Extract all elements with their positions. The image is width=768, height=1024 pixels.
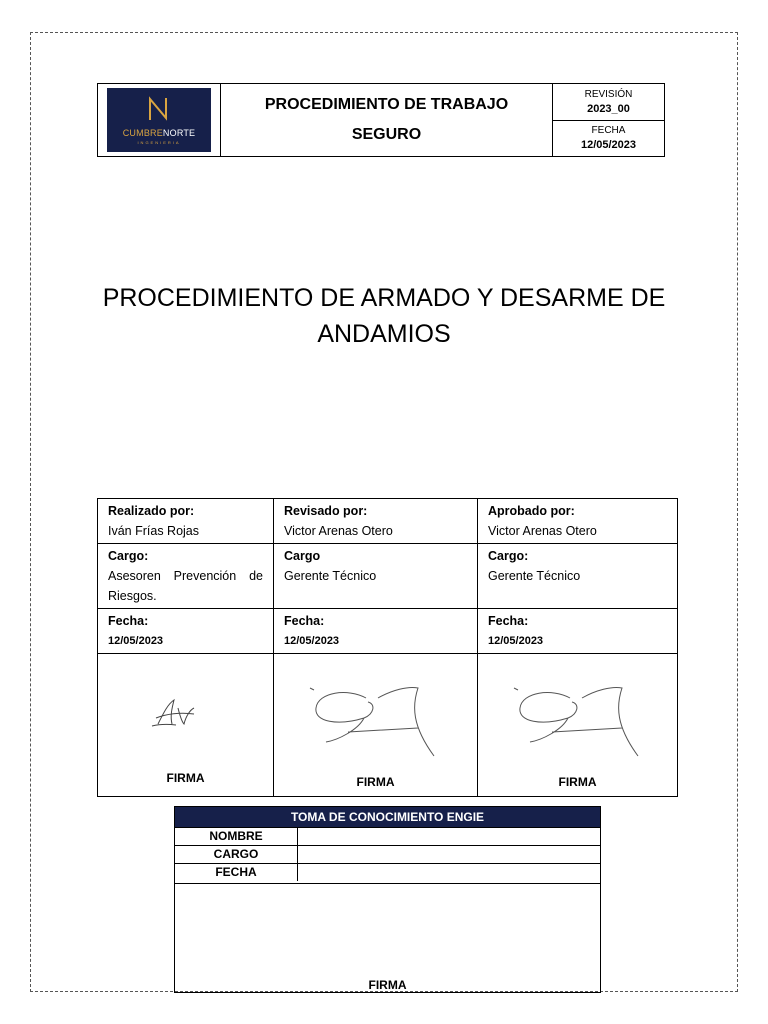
role-label: Realizado por: — [108, 504, 195, 518]
logo-brand: CUMBRENORTE — [122, 128, 196, 138]
person-name: Victor Arenas Otero — [488, 524, 597, 538]
signature-label: FIRMA — [368, 978, 407, 992]
document-title-line1: PROCEDIMIENTO DE ARMADO Y DESARME DE — [102, 284, 666, 312]
cargo-cell — [98, 544, 274, 609]
cargo-value-line2: Riesgos. — [108, 589, 157, 603]
table-row — [175, 863, 600, 881]
cargo-value-line1: Asesoren Prevención de — [108, 569, 263, 583]
cargo-field[interactable] — [298, 846, 600, 863]
date-label: Fecha: — [488, 614, 529, 628]
signature-image — [308, 682, 438, 764]
document-title — [40, 280, 728, 352]
signature-cell — [478, 654, 678, 797]
date-cell — [274, 609, 478, 654]
nombre-field[interactable] — [298, 828, 600, 845]
date-label: Fecha: — [108, 614, 149, 628]
cargo-cell — [478, 544, 678, 609]
signature-label: FIRMA — [356, 775, 395, 789]
table-row — [98, 609, 678, 654]
cargo-value-line1: Gerente Técnico — [284, 569, 377, 583]
cargo-label: Cargo: — [108, 549, 149, 563]
document-header — [97, 83, 665, 157]
prepared-by-cell — [98, 499, 274, 544]
date-cell — [478, 609, 678, 654]
header-title-line2: SEGURO — [351, 126, 422, 143]
date-cell — [553, 120, 664, 157]
role-label: Revisado por: — [284, 504, 368, 518]
table-row — [175, 827, 600, 845]
fecha-label: FECHA — [175, 864, 298, 881]
date-label: Fecha: — [284, 614, 325, 628]
date-value: 12/05/2023 — [488, 635, 544, 647]
cargo-cell — [274, 544, 478, 609]
approved-by-cell — [478, 499, 678, 544]
header-title — [221, 84, 553, 156]
logo-cell — [98, 84, 221, 156]
acknowledgement-table — [174, 806, 601, 993]
person-name: Victor Arenas Otero — [284, 524, 393, 538]
fecha-field[interactable] — [298, 864, 600, 881]
reviewed-by-cell — [274, 499, 478, 544]
date-cell — [98, 609, 274, 654]
table-row — [98, 499, 678, 544]
logo-subtitle: INGENIERIA — [137, 140, 181, 145]
nombre-label: NOMBRE — [175, 828, 298, 845]
date-label: FECHA — [591, 125, 626, 137]
role-label: Aprobado por: — [488, 504, 575, 518]
acknowledgement-title: TOMA DE CONOCIMIENTO ENGIE — [175, 807, 600, 827]
cargo-label: Cargo: — [488, 549, 529, 563]
header-title-line1: PROCEDIMIENTO DE TRABAJO — [264, 96, 509, 113]
date-value: 12/05/2023 — [580, 139, 637, 152]
revision-cell — [553, 84, 664, 120]
table-row — [98, 654, 678, 797]
date-value: 12/05/2023 — [284, 635, 340, 647]
signature-image — [150, 694, 200, 734]
person-name: Iván Frías Rojas — [108, 524, 200, 538]
acknowledgement-signature-area[interactable] — [175, 883, 600, 992]
cargo-value-line1: Gerente Técnico — [488, 569, 581, 583]
mountain-n-icon — [145, 96, 173, 122]
cargo-label: CARGO — [175, 846, 298, 863]
revision-block — [553, 84, 664, 156]
cargo-label: Cargo — [284, 549, 321, 563]
approval-table — [97, 498, 678, 797]
revision-value: 2023_00 — [587, 102, 630, 115]
revision-label: REVISIÓN — [584, 88, 633, 100]
document-title-line2: ANDAMIOS — [317, 320, 451, 348]
signature-cell — [274, 654, 478, 797]
company-logo — [107, 88, 211, 152]
date-value: 12/05/2023 — [108, 635, 164, 647]
signature-image — [512, 682, 642, 764]
signature-cell — [98, 654, 274, 797]
signature-label: FIRMA — [558, 775, 597, 789]
table-row — [98, 544, 678, 609]
signature-label: FIRMA — [166, 771, 205, 785]
table-row — [175, 845, 600, 863]
